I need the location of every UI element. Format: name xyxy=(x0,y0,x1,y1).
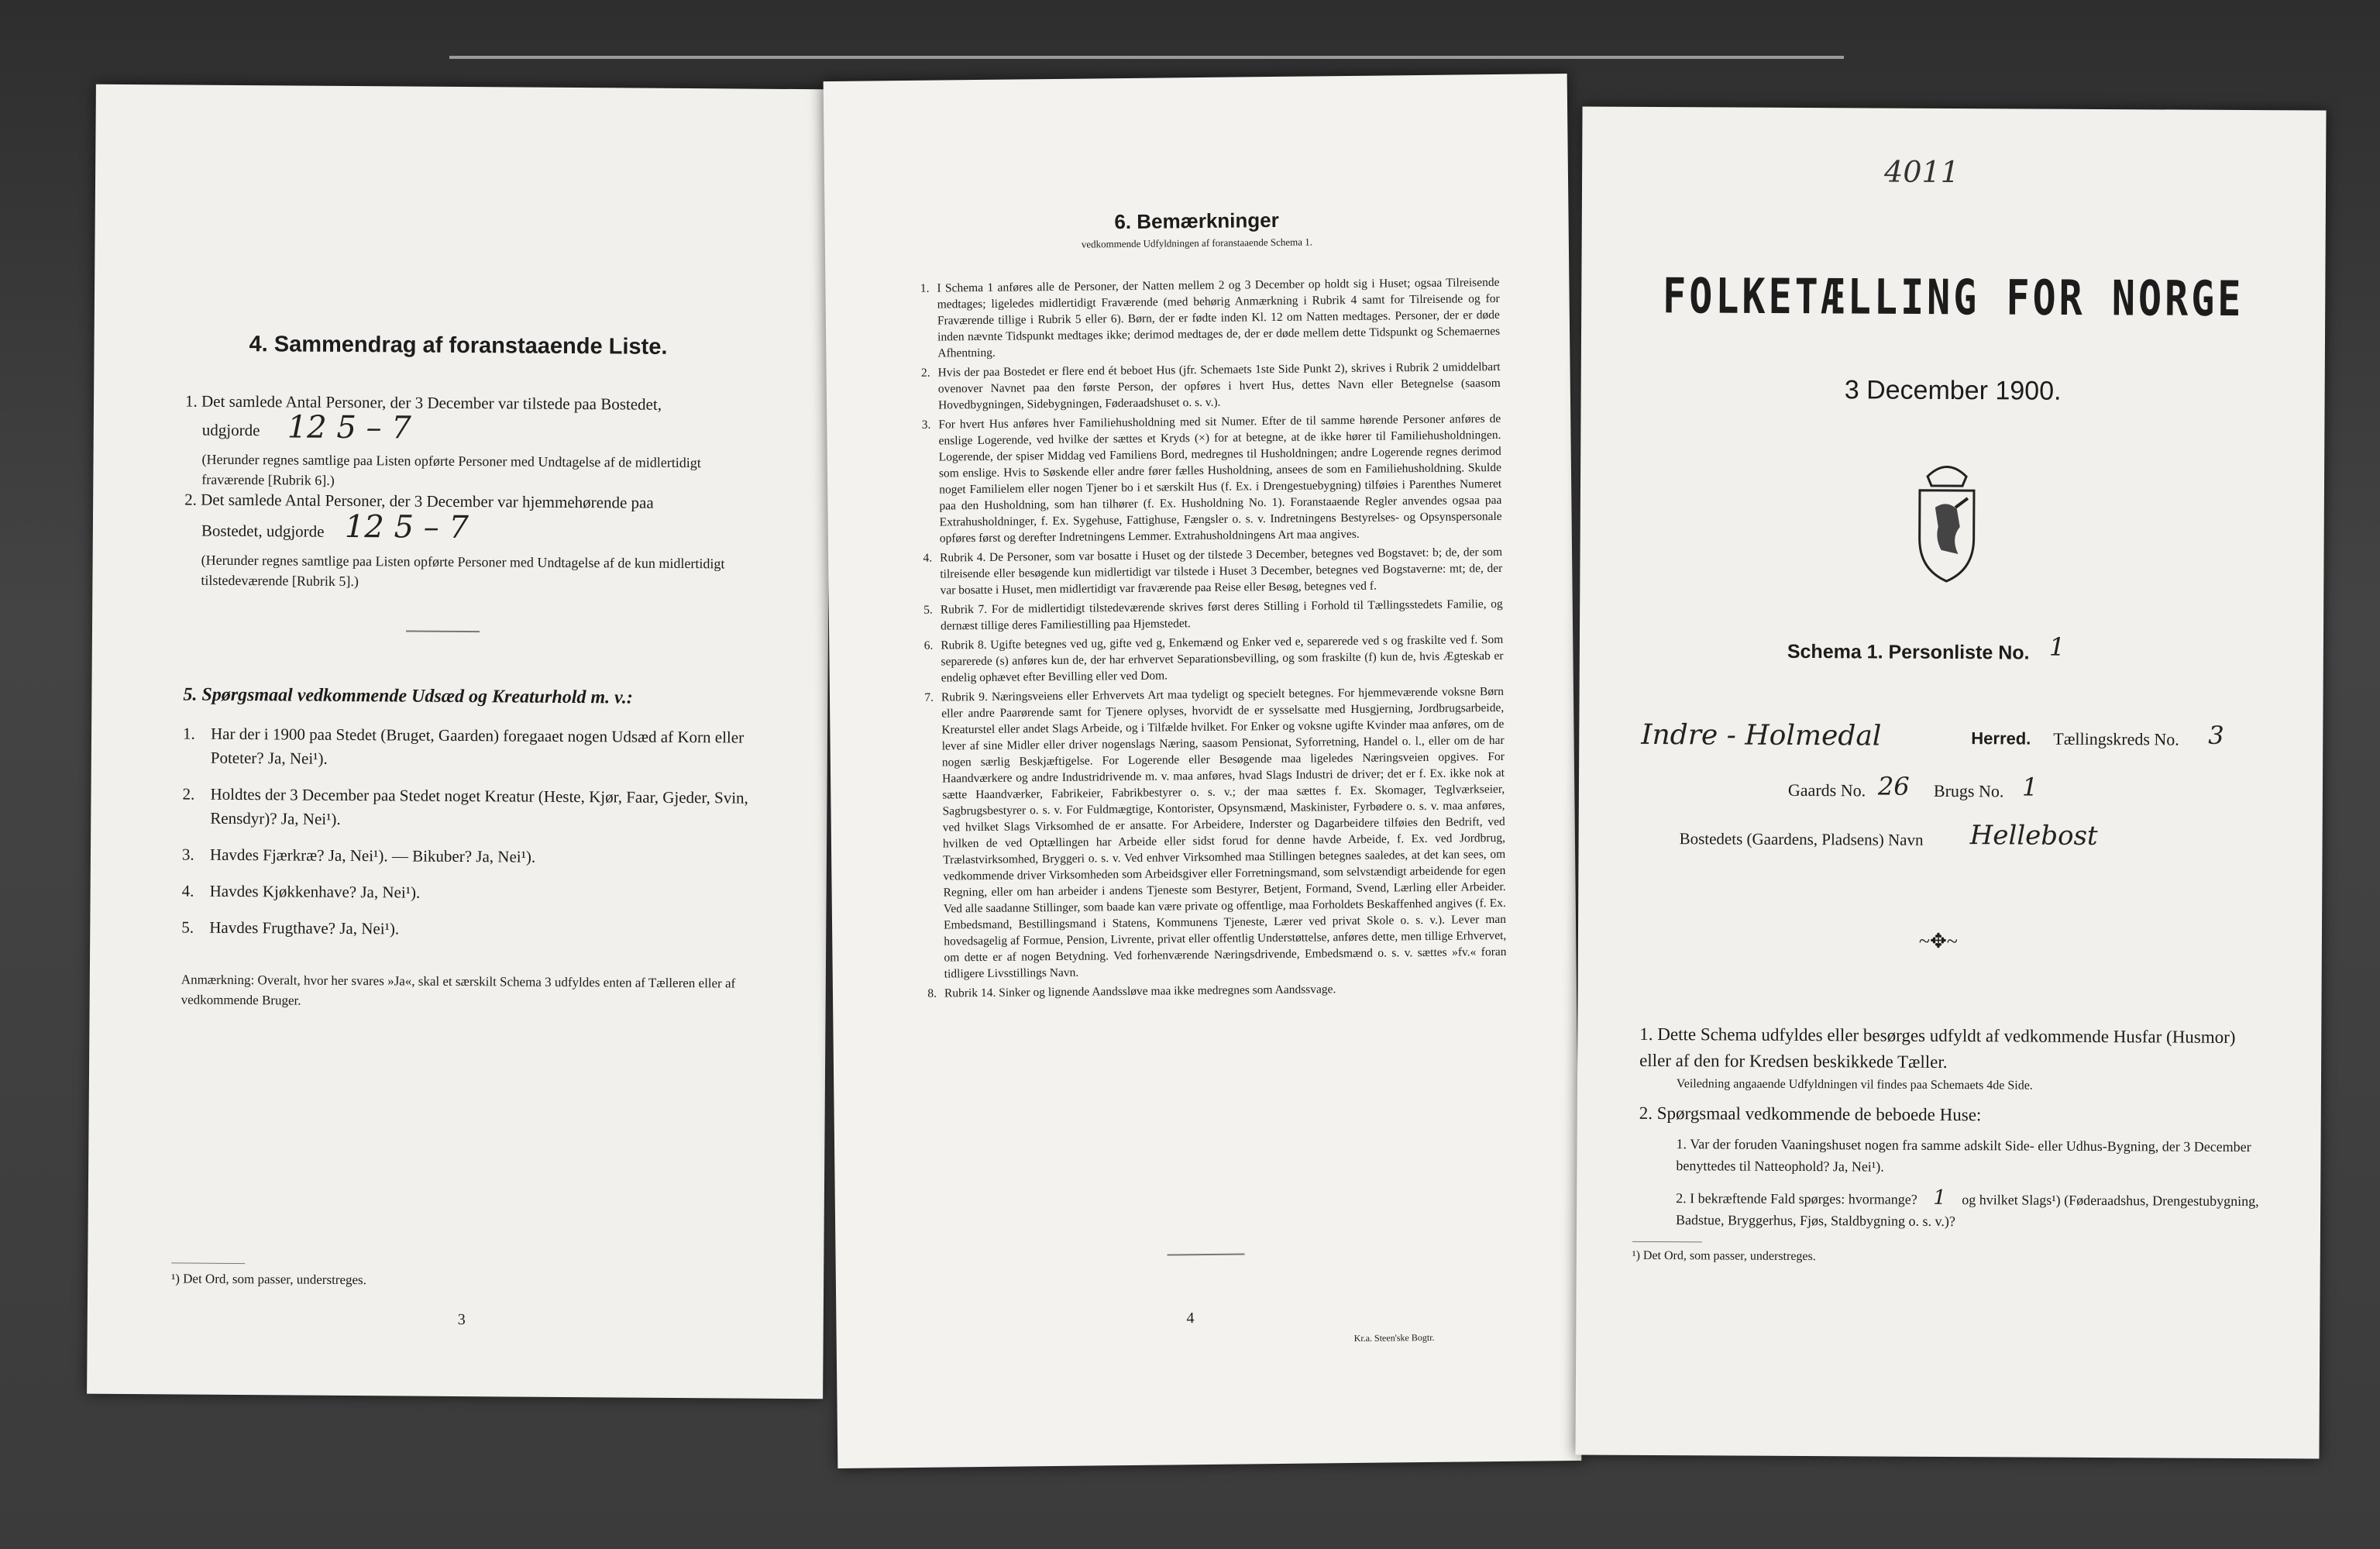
footnote-divider xyxy=(1632,1241,1702,1242)
schema-value: 1 xyxy=(2048,632,2065,662)
summary-item-1: 1. Det samlede Antal Personer, der 3 December var tilstede paa Bostedet, xyxy=(184,391,662,414)
ornament-divider: ~✥~ xyxy=(1918,929,1958,953)
herred-label: Herred. xyxy=(1971,728,2031,749)
middle-page xyxy=(824,74,1582,1468)
right-page xyxy=(1575,106,2326,1458)
question-4: 4. Havdes Kjøkkenhave? Ja, Nei¹). xyxy=(181,881,421,902)
remarks-heading: 6. Bemærkninger xyxy=(1114,208,1279,234)
bosted-label: Bostedets (Gaardens, Pladsens) Navn xyxy=(1679,829,1924,849)
summary-item-2-value: 12 5 – 7 xyxy=(344,508,469,546)
footnote: ¹) Det Ord, som passer, understreges. xyxy=(1632,1248,1816,1264)
summary-heading: 4. Sammendrag af foranstaaende Liste. xyxy=(249,332,668,360)
brugs-value: 1 xyxy=(2021,772,2038,802)
footnote-divider xyxy=(171,1262,245,1264)
instruction-2-q1: 1. Var der foruden Vaaningshuset nogen fra samme adskilt Side- eller Udhus-Bygning, der 3 December benyttedes til Natteophold? Ja, Nei¹). xyxy=(1676,1136,2251,1175)
remark-2: 2. Hvis der paa Bostedet er flere end ét beboet Hus (jfr. Schemaets 1ste Side Punkt 2), skrives i Rubrik 2 umiddelbart ovenover Navnet paa den første Person, der opføres i hvert Hus, dettes Navn eller Betegnelse (saasom Hovedbygningen, Sidebygningen, Føderaadshuset o. s. v.). xyxy=(920,360,1501,412)
instruction-2-q2-value: 1 xyxy=(1933,1186,1946,1210)
footnote: ¹) Det Ord, som passer, understreges. xyxy=(171,1271,367,1288)
remark-6: 6. Rubrik 8. Ugifte betegnes ved ug, gifte ved g, Enkemænd og Enker ved e, separerede ved s og fraskilte ved f. Som separerede (s) anføres kun de, der har erhvervet Separationsbevilling, og som fraskilte (f) kun de, hvis Ægteskab er endelig ophævet efter Bevilling eller ved Dom. xyxy=(923,632,1504,685)
question-2: 2. Holdtes der 3 December paa Stedet noget Kreatur (Heste, Kjør, Faar, Gjeder, Svin, Rensdyr)? Ja, Nei¹). xyxy=(182,784,748,828)
norway-coat-of-arms xyxy=(1904,453,1990,586)
remark-3: 3. For hvert Hus anføres hver Familiehusholdning med sit Numer. Efter de til samme hørende Personer anføres de enslige Logerende, ved hvilke der sættes et Kryds (×) for at betegne, at de ikke hører til Familiehusholdningen. Logerende, der spiser Middag ved Familiens Bord, medregnes til Husholdningen; andre Logerende regnes derimod som enslige. Hvis to Søskende eller andre fører fælles Husholdning, ansees de som en Familiehusholdning. Skulde noget Familielem eller nogen Tjener bo i et særskilt Hus (f. Ex. i Drengestuebygning) tilføies i Parenthes Numeret paa den Husholdning, som han tilhører (f. Ex. Husholdning No. 1). Foranstaaende Regler anvendes ogsaa paa Extrahusholdninger, f. Ex. Sygehuse, Fattighuse, Fængsler o. s. v. Indretningens Bestyrelses- og Opsynspersonale opføres først og derefter Indretningens Lemmer. Extrahusholdningens Art maa angives. xyxy=(921,411,1502,546)
anmerkning-note: Anmærkning: Overalt, hvor her svares »Ja«, skal et særskilt Schema 3 udfyldes enten af Tælleren eller af vedkommende Bruger. xyxy=(181,972,736,1008)
instruction-2: 2. Spørgsmaal vedkommende de beboede Huse: xyxy=(1639,1103,1982,1125)
divider xyxy=(406,631,480,633)
summary-item-1-label: udgjorde xyxy=(201,420,260,440)
remark-7: 7. Rubrik 9. Næringsveiens eller Erhvervets Art maa tydeligt og specielt betegnes. For hjemmeværende voksne Børn eller andre Paarørende samt for Tjenere oplyses, hvorvidt de er sysselsatte med Husgjerning, Jordbrugsarbeide, Kreaturstel eller andet Slags Arbeide, og i Tilfælde hvilket. For Enker og voksne ugifte Kvinder maa anføres, om de lever af sine Midler eller driver nogenslags Næring, saasom Pensionat, Syforretning, Handel o. l., eller om de har nogen særlig Beskjæftigelse. For Logerende eller Besøgende maa ligeledes Næringsveien opgives. For Haandværkere og andre Industridrivende m. v. maa anføres, hvad Slags Industri de driver; det er f. Ex. ikke nok at sætte Haandværker, Fabrikeier, Fabrikbestyrer o. s. v.; der maa sættes f. Ex. Skomager, Teglværkseier, Sagbrugsbestyrer o. s. v. For Fuldmægtige, Kontorister, Opsynsmænd, Maskinister, Fyrbødere o. s. v. maa anføres, ved hvilket Slags Virksomhed de er ansatte. For Arbeidere, Inderster og Dagarbeidere tilføies den Bedrift, ved hvilken de ved Optællingen har Arbeide eller sidst forud for denne havde Arbeide, f. Ex. ved Jordbrug, Trælastvirksomhed, Bryggeri o. s. v. Ved enhver Virksomhed maa Stillingen betegnes saaledes, at det kan sees, om vedkommende driver Virksomheden som Arbeidsgiver eller Forretningsmand, som selvstændigt arbeidende for egen Regning, eller om han arbeider i andens Tjeneste som Bestyrer, Betjent, Formand, Svend, Lærling eller Arbeider. Ved alle saadanne Stillinger, som baade kan være private og offentlige, maa Forholdets Beskaffenhed angives (f. Ex. Embedsmand, Bestillingsmand i Statens, Kommunens Tjeneste, Lærer ved privat Skole o. s. v.). Lever man hovedsagelig af Formue, Pension, Livrente, privat eller offentlig Understøttelse, anføres dette, men tillige Erhvervet, om dette er af nogen Betydning. Ved forhenværende Næringsdrivende, Embedsmænd o. s. v. sættes »fv.« foran tidligere Livsstillings Navn. xyxy=(924,684,1507,981)
remark-1: 1. I Schema 1 anføres alle de Personer, der Natten mellem 2 og 3 December op holdt sig i Huset; ogsaa Tilreisende medtages; ligeledes midlertidigt Fraværende (med behørig Anmærkning i Rubrik 4 samt for Tilreisende og for Fraværende tillige i Rubrik 5 eller 6). Børn, der er fødte inden Kl. 12 om Natten medtages. Personer, der er døde inden nævnte Tidspunkt medtages ikke; derimod medtages de, der er døde mellem dette Tidspunkt og Schemaernes Afhentning. xyxy=(920,275,1501,360)
summary-item-1-note: (Herunder regnes samtlige paa Listen opførte Personer med Undtagelse af de midlertidigt fraværende [Rubrik 6].) xyxy=(201,451,701,488)
top-border-line xyxy=(449,56,1844,59)
census-date: 3 December 1900. xyxy=(1844,375,2062,406)
bosted-value: Hellebost xyxy=(1969,820,2098,852)
instruction-1: 1. Dette Schema udfyldes eller besørges udfyldt af vedkommende Husfar (Husmor) eller af den for Kredsen beskikkede Tæller. xyxy=(1639,1024,2236,1072)
remarks-list xyxy=(909,274,1507,1005)
summary-item-2-note: (Herunder regnes samtlige paa Listen opførte Personer med Undtagelse af de kun midlertidigt tilstedeværende [Rubrik 5].) xyxy=(201,552,725,590)
schema-label: Schema 1. Personliste No. xyxy=(1787,640,2030,664)
gaards-value: 26 xyxy=(1877,771,1910,801)
question-5: 5. Havdes Frugthave? Ja, Nei¹). xyxy=(181,917,400,938)
section5-heading: 5. Spørgsmaal vedkommende Udsæd og Kreaturhold m. v.: xyxy=(183,684,633,708)
question-1: 1. Har der i 1900 paa Stedet (Bruget, Gaarden) foregaaet nogen Udsæd af Korn eller Poteter? Ja, Nei¹). xyxy=(182,724,745,768)
instruction-1-sub: Veiledning angaaende Udfyldningen vil findes paa Schemaets 4de Side. xyxy=(1676,1077,2033,1093)
archive-number: 4011 xyxy=(1884,154,1959,190)
summary-item-2: 2. Det samlede Antal Personer, der 3 December var hjemmehørende paa xyxy=(184,490,654,512)
page-number: 3 xyxy=(457,1311,466,1329)
question-3: 3. Havdes Fjærkræ? Ja, Nei¹). — Bikuber? Ja, Nei¹). xyxy=(181,845,536,866)
brugs-label: Brugs No. xyxy=(1933,780,2004,801)
gaards-label: Gaards No. xyxy=(1787,780,1866,800)
summary-item-2-label: Bostedet, udgjorde xyxy=(201,521,325,541)
page-number: 4 xyxy=(1186,1310,1195,1327)
section5-questions xyxy=(181,722,756,956)
left-page xyxy=(87,84,832,1399)
remark-4: 4. Rubrik 4. De Personer, som var bosatte i Huset og der tilstede 3 December, betegnes ved Bogstavet: b; de, der som tilreisende eller besøgende kun midlertidigt var tilstede i Huset 3 December, betegnes ved Bogstaverne: mt; de, der var bosatte i Huset, men midlertidigt var fraværende paa Reise eller Besøg, betegnes ved f. xyxy=(923,545,1503,597)
herred-value: Indre - Holmedal xyxy=(1641,718,1882,752)
printer-imprint: Kr.a. Steen'ske Bogtr. xyxy=(1353,1331,1435,1344)
taellingskreds-value: 3 xyxy=(2208,720,2224,750)
summary-item-1-value: 12 5 – 7 xyxy=(287,409,411,446)
divider xyxy=(1168,1253,1245,1255)
remarks-subheading: vedkommende Udfyldningen af foranstaaende Schema 1. xyxy=(1081,236,1313,250)
remark-8: 8. Rubrik 14. Sinker og lignende Aandssløve maa ikke medregnes som Aandssvage. xyxy=(927,983,1336,1000)
instruction-2-q2: 2. I bekræftende Fald spørges: hvormange? 1 og hvilket Slags¹) (Føderaadshus, Drengestubygning, Badstue, Bryggerhus, Fjøs, Staldbygning o. s. v.)? xyxy=(1675,1186,2259,1230)
taellingskreds-label: Tællingskreds No. xyxy=(2053,728,2179,749)
form-title: FOLKETÆLLING FOR NORGE xyxy=(1662,267,2244,328)
remark-5: 5. Rubrik 7. For de midlertidigt tilstedeværende skrives først deres Stilling i Forhold til Tællingsstedets Familie, og dernæst tillige deres Familiestilling paa Hjemstedet. xyxy=(923,597,1503,633)
